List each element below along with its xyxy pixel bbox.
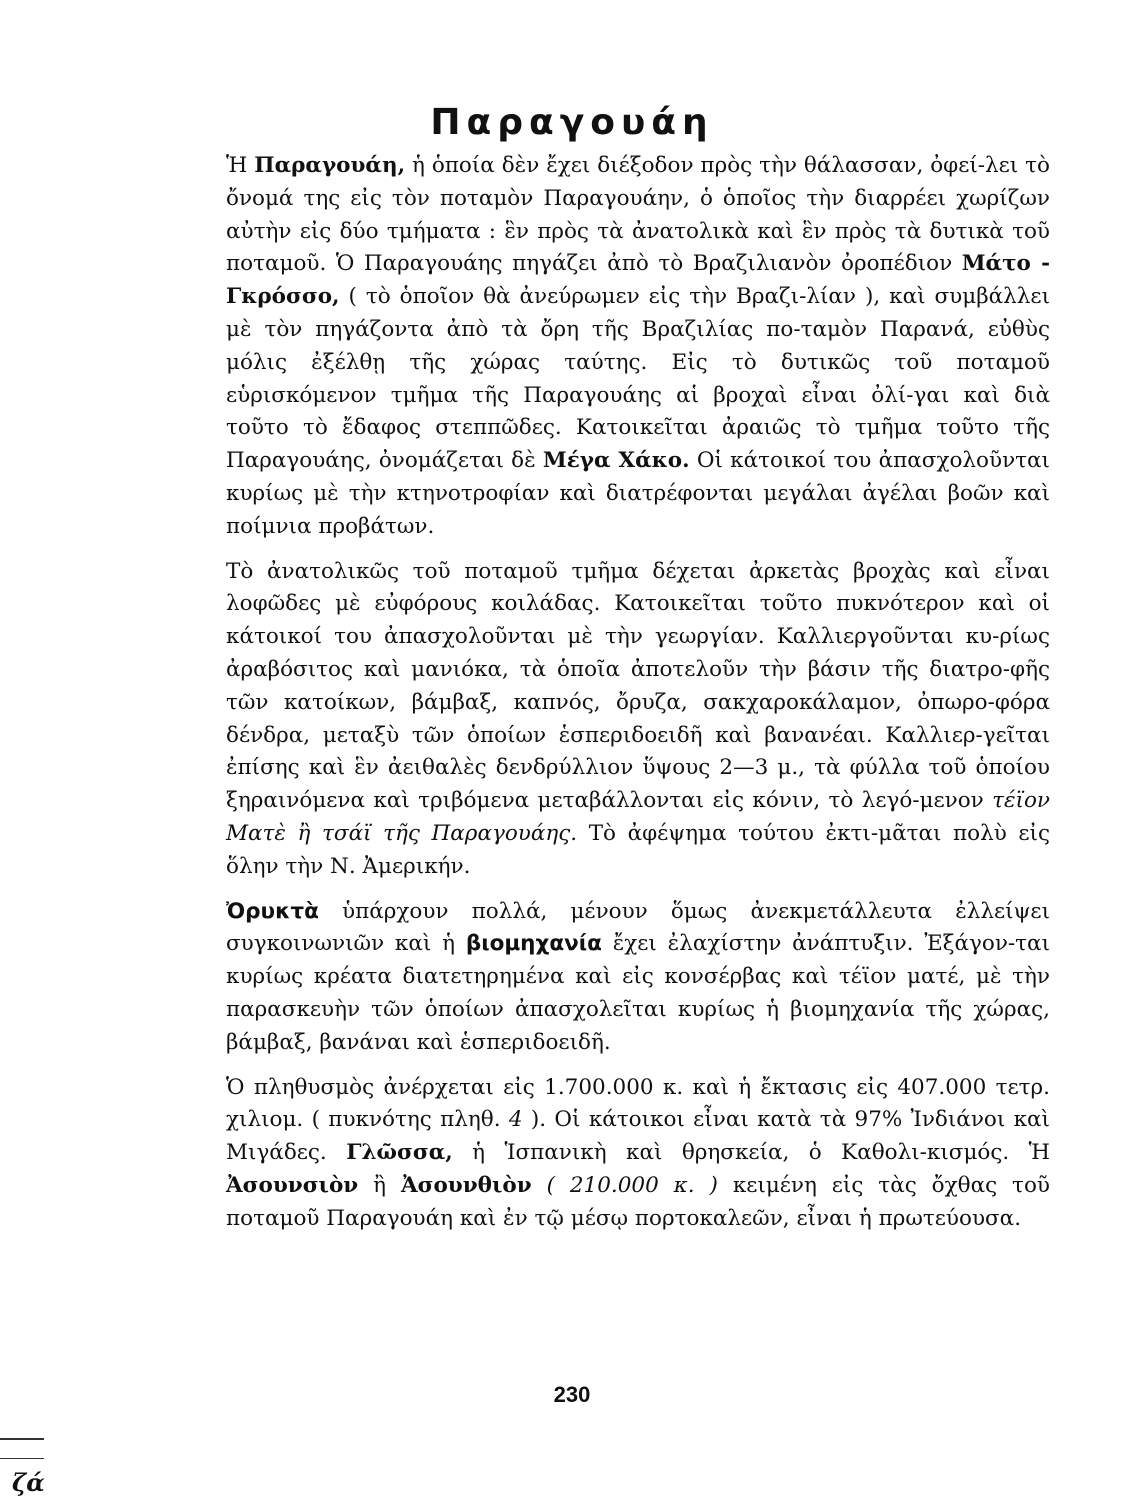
margin-fragment: ζά [12,1468,45,1497]
margin-rule [0,1458,44,1459]
text-run: Οἱ κάτοικοί του ἀπασχολοῦνται κυρίως μὲ τὴν κτηνοτροφίαν καὶ διατρέφονται μεγάλαι ἀγέλαι βοῶν καὶ ποίμνια προβάτων. [226,448,1050,539]
text-run: ἡ Ἱσπανικὴ καὶ θρησκεία, ὁ Καθολι-κισμός. Ἡ [452,1140,1051,1166]
bold-term-asunthion: Ἀσουνθιὸν [400,1172,532,1198]
bold-term-industry: βιομηχανία [465,931,602,957]
bold-term-language: Γλῶσσα, [346,1140,453,1166]
italic-term-mate: τέϊον Ματὲ ἢ τσάϊ τῆς Παραγουάης. [226,788,1050,846]
text-run: ἡ ὁποία δὲν ἔχει διέξοδον πρὸς τὴν θάλασσαν, ὀφεί-λει τὸ ὄνομά της εἰς τὸν ποταμὸν Παραγουάην, ὁ ὁποῖος τὴν διαρρέει χωρίζων αὐτὴν εἰς δύο τμήματα : ἓν πρὸς τὰ ἀνατολικὰ καὶ ἓν πρὸς τὰ δυτικὰ τοῦ ποταμοῦ. Ὁ Παραγουάης πηγάζει ἀπὸ τὸ Βραζιλιανὸν ὀροπέδιον [226,153,1050,277]
bold-term-asuncion: Ἀσουνσιὸν [226,1172,359,1198]
paragraph-east [190,556,1050,884]
page-number: 230 [553,1382,591,1407]
italic-density: 4 [508,1107,523,1133]
bold-term-paraguay: Παραγουάη, [254,153,406,178]
text-run: Ἡ [226,153,255,178]
bold-term-mato-grosso: Μάτο - Γκρόσσο, [226,251,1050,310]
text-run: ἔχει ἐλαχίστην ἀνάπτυξιν. Ἐξάγον-ται κυρίως κρέατα διατετηρημένα καὶ εἰς κονσέρβας καὶ τέϊον ματέ, μὲ τὴν παρασκευὴν τῶν ὁποίων ἀπασχολεῖται κυρίως ἡ βιομηχανία τῆς χώρας, βάμβαξ, βανάναι καὶ ἑσπεριδοειδῆ. [226,931,1050,1055]
text-run: Τὸ ἀφέψημα τούτου ἐκτι-μᾶται πολὺ εἰς ὅλην τὴν Ν. Ἀμερικήν. [226,820,1050,879]
paragraph-intro [190,150,1050,544]
body-text [190,150,1050,1236]
text-run: Ὁ πληθυσμὸς ἀνέρχεται εἰς 1.700.000 κ. καὶ ἡ ἔκτασις εἰς 407.000 τετρ. χιλιομ. ( πυκνότης πληθ. [226,1074,1050,1133]
text-run: ὑπάρχουν πολλά, μένουν ὅμως ἀνεκμετάλλευτα ἐλλείψει συγκοινωνιῶν καὶ ἡ [226,898,1050,957]
text-run: ( τὸ ὁποῖον θὰ ἀνεύρωμεν εἰς τὴν Βραζι-λίαν ), καὶ συμβάλλει μὲ τὸν πηγάζοντα ἀπὸ τὰ ὄρη τῆς Βραζιλίας πο-ταμὸν Παρανά, εὐθὺς μόλις ἐξέλθῃ τῆς χώρας ταύτης. Εἰς τὸ δυτικῶς τοῦ ποταμοῦ εὑρισκόμενον τμῆμα τῆς Παραγουάης αἱ βροχαὶ εἶναι ὀλί-γαι καὶ διὰ τοῦτο τὸ ἔδαφος στεππῶδες. Κατοικεῖται ἀραιῶς τὸ τμῆμα τοῦτο τῆς Παραγουάης, ὀνομάζεται δὲ [226,284,1050,474]
bold-term-minerals: Ὀρυκτὰ [226,898,319,924]
text-run: ἢ [358,1172,401,1198]
paragraph-population [190,1072,1050,1236]
paragraph-minerals [190,896,1050,1060]
text-run: κειμένη εἰς τὰς ὄχθας τοῦ ποταμοῦ Παραγουάη καὶ ἐν τῷ μέσῳ πορτοκαλεῶν, εἶναι ἡ πρωτεύουσα. [226,1172,1050,1231]
page-title: Παραγουάη [430,102,714,144]
text-run: ). Οἱ κάτοικοι εἶναι κατὰ τὰ 97% Ἰνδιάνοι καὶ Μιγάδες. [226,1107,1050,1166]
italic-capital-population: ( 210.000 κ. ) [531,1172,718,1198]
text-run: Τὸ ἀνατολικῶς τοῦ ποταμοῦ τμῆμα δέχεται ἀρκετὰς βροχὰς καὶ εἶναι λοφῶδες μὲ εὐφόρους κοιλάδας. Κατοικεῖται τοῦτο πυκνότερον καὶ οἱ κάτοικοί του ἀπασχολοῦνται μὲ τὴν γεωργίαν. Καλλιεργοῦνται κυ-ρίως ἀραβόσιτος καὶ μανιόκα, τὰ ὁποῖα ἀποτελοῦν τὴν βάσιν τῆς διατρο-φῆς τῶν κατοίκων, βάμβαξ, καπνός, ὄρυζα, σακχαροκάλαμον, ὀπωρο-φόρα δένδρα, μεταξὺ τῶν ὁποίων ἑσπεριδοειδῆ καὶ βανανέαι. Καλλιερ-γεῖται ἐπίσης καὶ ἓν ἀειθαλὲς δενδρύλλιον ὕψους 2—3 μ., τὰ φύλλα τοῦ ὁποίου ξηραινόμενα καὶ τριβόμενα μεταβάλλονται εἰς κόνιν, τὸ λεγό-μενον [226,558,1050,814]
margin-rule [0,1438,44,1440]
bold-term-gran-chaco: Μέγα Χάκο. [542,448,690,474]
